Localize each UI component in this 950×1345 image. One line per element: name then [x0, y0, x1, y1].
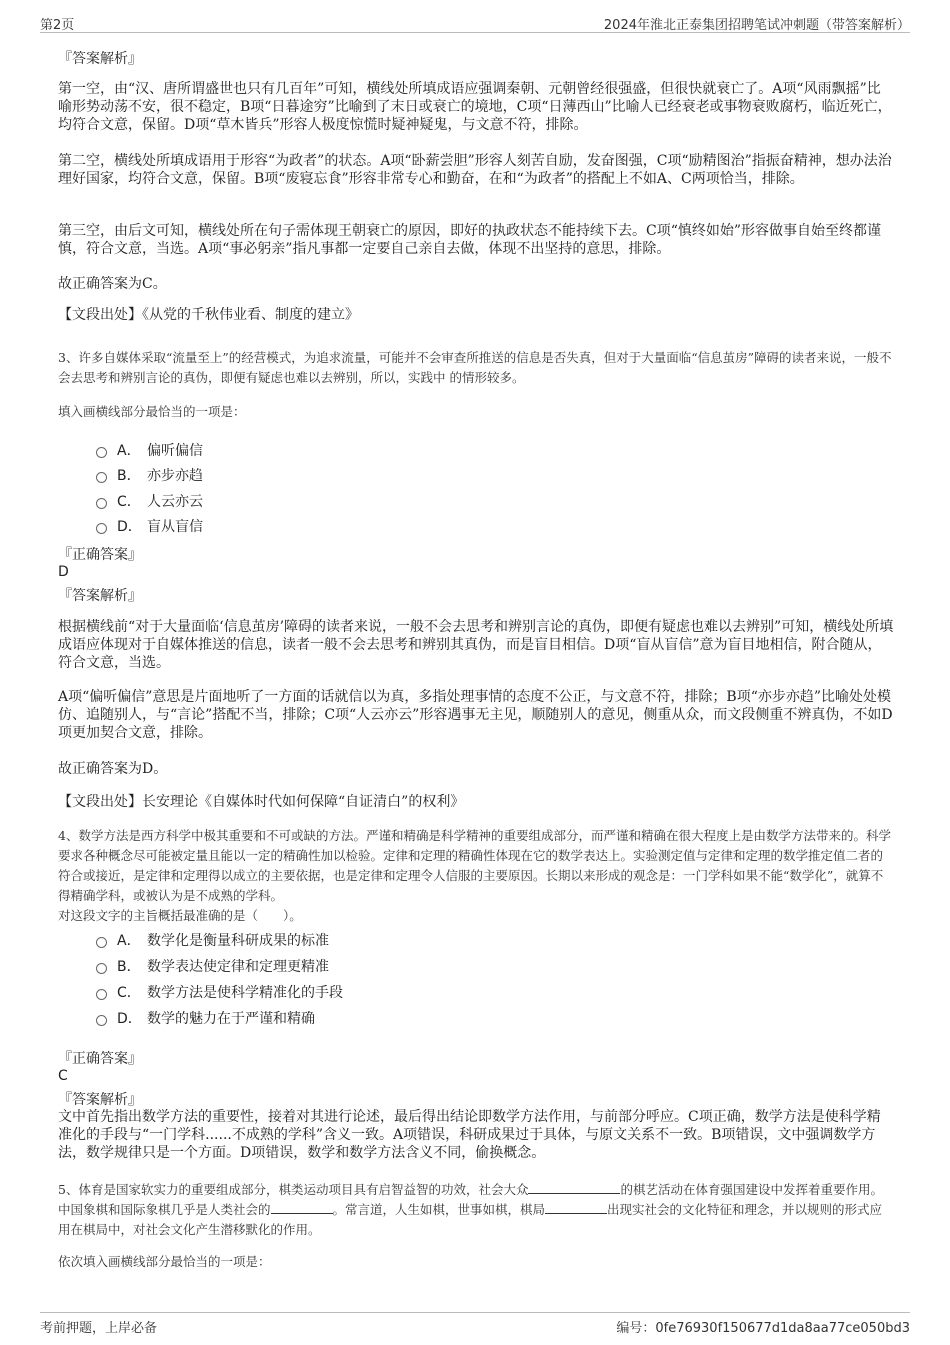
- q4-answer: C: [58, 1068, 68, 1084]
- q4-option-d[interactable]: D． 数学的魅力在于严谨和精确: [96, 1008, 315, 1028]
- q3-option-c[interactable]: C． 人云亦云: [96, 491, 203, 511]
- q4-prompt: 对这段文字的主旨概括最准确的是（ ）。: [58, 908, 302, 923]
- analysis-tag: 『答案解析』: [58, 1092, 142, 1108]
- analysis-tag: 『答案解析』: [58, 588, 142, 604]
- q3-source: 【文段出处】长安理论《自媒体时代如何保障“自证清白”的权利》: [58, 794, 465, 810]
- radio-icon[interactable]: [96, 523, 107, 534]
- radio-icon[interactable]: [96, 472, 107, 483]
- page-header: [40, 12, 910, 33]
- q3-option-b[interactable]: B． 亦步亦趋: [96, 465, 203, 485]
- q3-option-a[interactable]: A． 偏听偏信: [96, 440, 203, 460]
- answer-tag: 『正确答案』: [58, 547, 142, 563]
- q3-answer: D: [58, 564, 69, 580]
- q5-stem: 5、体育是国家软实力的重要组成部分，棋类运动项目具有启智益智的功效，社会大众 的棋艺活动在体育强国建设中发挥着重要作用。中国象棋和国际象棋几乎是人类社会的 。常言道，人生如棋，世事如棋，棋局 出现实社会的文化特征和理念，并以规则的形式应用在棋局中，对社会文化产生潜移默化的作用。: [58, 1182, 883, 1237]
- q4-stem: 4、数学方法是西方科学中极其重要和不可或缺的方法。严谨和精确是科学精神的重要组成部分，而严谨和精确在很大程度上是由数学方法带来的。科学要求各种概念尽可能被定量且能以一定的精确性加以检验。定律和定理的精确性体现在它的数学表达上。实验测定值与定律和定理的数学推定值二者的符合或接近，是定律和定理得以成立的主要依据，也是定律和定理令人信服的主要原因。长期以来形成的观念是：一门学科如果不能“数学化”，就算不得精确学科，或被认为是不成熟的学科。: [58, 828, 891, 903]
- q3-prompt: 填入画横线部分最恰当的一项是：: [58, 404, 246, 419]
- q4-option-c[interactable]: C． 数学方法是使科学精准化的手段: [96, 982, 343, 1002]
- document-title: 2024年淮北正泰集团招聘笔试冲刺题（带答案解析）: [603, 18, 910, 33]
- q5-prompt: 依次填入画横线部分最恰当的一项是：: [58, 1254, 271, 1269]
- footer-slogan: 考前押题，上岸必备: [40, 1321, 158, 1336]
- page-number: 第2页: [40, 18, 75, 33]
- radio-icon[interactable]: [96, 498, 107, 509]
- document-id: 编号：0fe76930f150677d1da8aa77ce050bd3: [616, 1321, 910, 1336]
- q2-source: 【文段出处】《从党的千秋伟业看、制度的建立》: [58, 307, 359, 323]
- fill-blank[interactable]: [528, 1181, 620, 1194]
- q3-analysis-p1: 根据横线前“对于大量面临‘信息茧房’障碍的读者来说，一般不会去思考和辨别言论的真伪，即便有疑虑也难以去辨别”可知，横线处所填成语应体现对于自媒体推送的信息，读者一般不会去思考和辨别其真伪，而是盲目相信。D项“盲从盲信”意为盲目地相信，附合随从，符合文意，当选。: [58, 619, 894, 671]
- q4-option-b[interactable]: B． 数学表达使定律和定理更精准: [96, 956, 329, 976]
- radio-icon[interactable]: [96, 989, 107, 1000]
- q2-analysis-p1: 第一空，由“汉、唐所谓盛世也只有几百年”可知，横线处所填成语应强调秦朝、元朝曾经很强盛，但很快就衰亡了。A项“风雨飘摇”比喻形势动荡不安，很不稳定，B项“日暮途穷”比喻到了末日或衰亡的境地，C项“日薄西山”比喻人已经衰老或事物衰败腐朽，临近死亡，均符合文意，保留。D项“草木皆兵”形容人极度惊慌时疑神疑鬼，与文意不符，排除。: [58, 81, 892, 133]
- fill-blank[interactable]: [545, 1201, 607, 1214]
- q3-stem: 3、许多自媒体采取“流量至上”的经营模式，为追求流量，可能并不会审查所推送的信息是否失真，但对于大量面临“信息茧房”障碍的读者来说，一般不会去思考和辨别言论的真伪，即便有疑虑也难以去辨别，所以，实践中 的情形较多。: [58, 350, 892, 385]
- radio-icon[interactable]: [96, 1015, 107, 1026]
- q3-analysis-p2: A项“偏听偏信”意思是片面地听了一方面的话就信以为真，多指处理事情的态度不公正，与文意不符，排除；B项“亦步亦趋”比喻处处模仿、追随别人，与“言论”搭配不当，排除；C项“人云亦云”形容遇事无主见，顺随别人的意见，侧重从众，而文段侧重不辨真伪，不如D项更加契合文意，排除。: [58, 689, 893, 741]
- q3-conclusion: 故正确答案为D。: [58, 761, 168, 777]
- radio-icon[interactable]: [96, 963, 107, 974]
- analysis-tag: 『答案解析』: [58, 51, 142, 67]
- fill-blank[interactable]: [271, 1201, 333, 1214]
- q4-option-a[interactable]: A． 数学化是衡量科研成果的标准: [96, 930, 329, 950]
- q4-analysis-p1: 文中首先指出数学方法的重要性，接着对其进行论述，最后得出结论即数学方法作用，与前部分呼应。C项正确，数学方法是使科学精准化的手段与“一门学科......不成熟的学科”含义一致。A项错误，科研成果过于具体，与原文关系不一致。B项错误，文中强调数学方法，数学规律只是一个方面。D项错误，数学和数学方法含义不同，偷换概念。: [58, 1109, 881, 1161]
- q2-analysis-p3: 第三空，由后文可知，横线处所在句子需体现王朝衰亡的原因，即好的执政状态不能持续下去。C项“慎终如始”形容做事自始至终都谨慎，符合文意，当选。A项“事必躬亲”指凡事都一定要自己亲自去做，体现不出坚持的意思，排除。: [58, 223, 882, 257]
- radio-icon[interactable]: [96, 937, 107, 948]
- q2-analysis-p2: 第二空，横线处所填成语用于形容“为政者”的状态。A项“卧薪尝胆”形容人刻苦自励，发奋图强，C项“励精图治”指振奋精神，想办法治理好国家，均符合文意，保留。B项“废寝忘食”形容非常专心和勤奋，在和“为政者”的搭配上不如A、C两项恰当，排除。: [58, 153, 892, 187]
- q3-option-d[interactable]: D． 盲从盲信: [96, 516, 203, 536]
- q2-conclusion: 故正确答案为C。: [58, 276, 167, 292]
- answer-tag: 『正确答案』: [58, 1051, 142, 1067]
- radio-icon[interactable]: [96, 447, 107, 458]
- page-footer: [40, 1312, 910, 1335]
